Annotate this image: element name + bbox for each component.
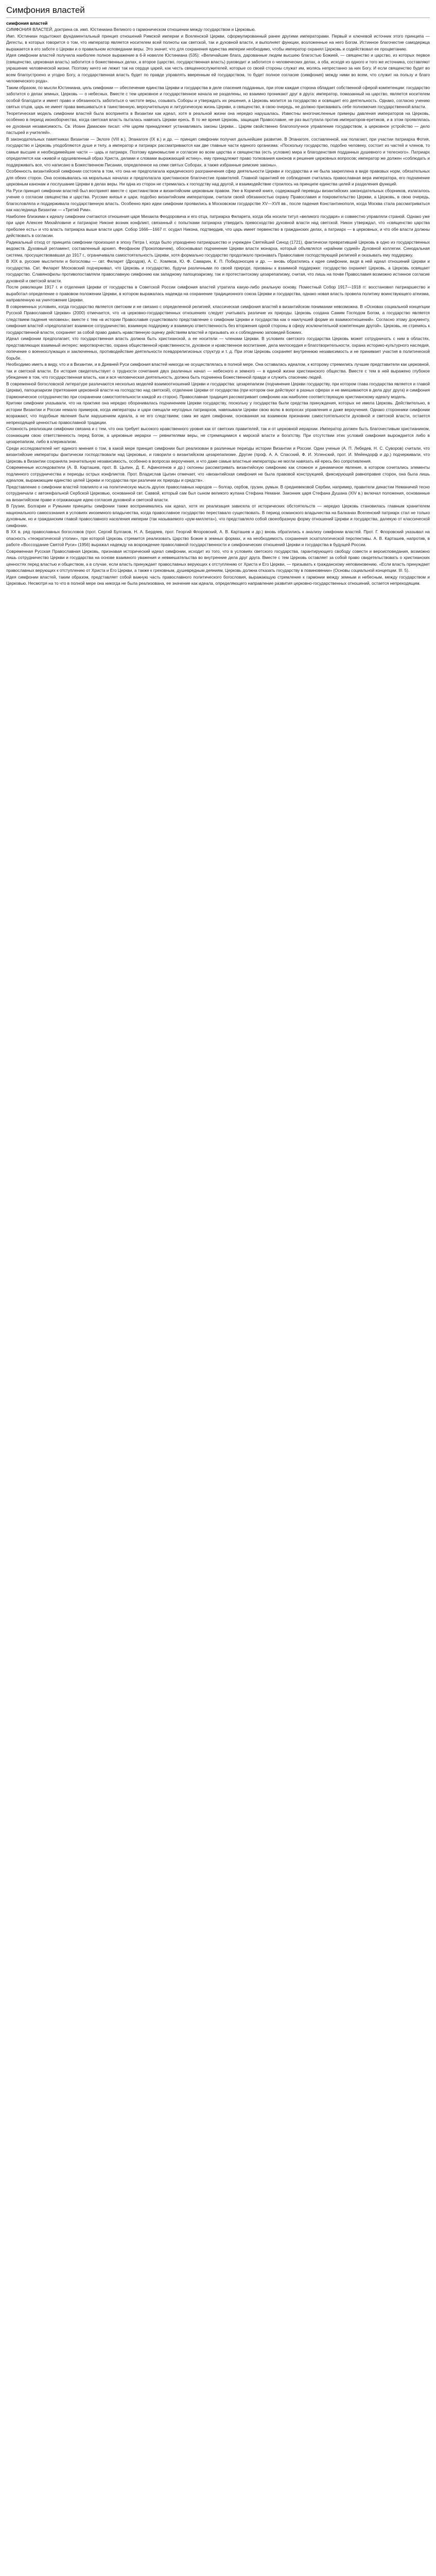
article-paragraph: После революции 1917 г. и отделения Церкви от государства в Советской России симфония властей утратила какую-либо реальную основу. Поместный Собор 1917—1918 гг. восстановил патриаршество и выработал определение о правовом положении Церкви, в котором выражалась надежда на сохранение традиционного союза Церкви и государства, однако новая власть провела политику воинствующего атеизма, направленную на уничтожение Церкви. [6, 285, 430, 302]
page-title: Симфония властей [6, 5, 430, 18]
article-paragraph: Сложность реализации симфонии связана и с тем, что она требует высокого нравственного уровня как от светских правителей, так и от церковной иерархии. Император должен быть благочестивым христианином, сознающим свою ответственность перед Богом, а церковные иерархи — ревнителями веры, не стремящимися к мирской власти и богатству. При отсутствии этих условий симфония вырождается либо в цезарепапизм, либо в клерикализм. [6, 427, 430, 444]
article-paragraph: В законодательных памятниках Византии — Эклоге (VIII в.), Эпанагоге (IX в.) и др. — принцип симфонии получил дальнейшее развитие. В Эпанагоге, составленной, как полагают, при участии патриарха Фотия, государство и Церковь уподобляются душе и телу, а император и патриарх рассматриваются как две главные части единого организма: «Поскольку государство, подобно человеку, состоит из частей и членов, то самые высшие и необходимейшие части — царь и патриарх. Поэтому единомыслие и согласие во всем царства и священства (есть условие) мира и благоденствия подданных душевного и телесного». Патриарх определяется как «живой и одушевленный образ Христа, делами и словами выражающий истину», ему принадлежит право толкования канонов и решение церковных вопросов; император же должен «соблюдать и поддерживать все, что написано в Божественном Писании, определенное на семи святых Соборах, а также избранные римские законы». [6, 137, 430, 167]
article-paragraph: Теоретическая модель симфонии властей была воспринята в Византии как идеал, хотя в реальной жизни она нередко нарушалась. Известны многочисленные примеры давления императоров на Церковь, особенно в период иконоборчества, когда светская власть пыталась навязать Церкви ересь. В то же время Церковь, защищая Православие, не раз выступала против императоров-еретиков, и в этом проявлялась ее духовная независимость. Св. Иоанн Дамаскин писал: «Не царям принадлежит устанавливать законы Церкви... Царям свойственно благополучное управление государством, а церковное устройство — дело пастырей и учителей». [6, 111, 430, 135]
article-paragraph: Критики симфонии указывали, что на практике она нередко оборачивалась подчинением Церкви государству, поскольку у государства были средства принуждения, которых не имела Церковь. Действительно, в истории Византии и России немало примеров, когда императоры и цари смещали неугодных патриархов, навязывали Церкви свою волю в вопросах управления и даже вероучения. Однако сторонники симфонии возражают, что подобные явления были нарушением идеала, а не его следствием; сама же идея симфонии, основанная на взаимном признании самостоятельности духовной и светской власти, остается непреходящей ценностью православной традиции. [6, 401, 430, 425]
article-paragraph: В Грузии, Болгарии и Румынии принципы симфонии также воспринимались как идеал, хотя их реализация зависела от исторических обстоятельств — нередко Церковь становилась главным хранителем национального самосознания в условиях иноземного владычества, когда православное государство переставало существовать. В период османского владычества на Балканах Вселенский патриарх стал не только духовным, но и гражданским главой православного населения империи (так называемого «рум-миллета»), что представляло собой своеобразную форму отношений Церкви и государства, далекую от классической симфонии. [6, 504, 430, 528]
article-paragraph: Особенность византийской симфонии состояла в том, что она не предполагала юридического разграничения сфер деятельности Церкви и государства и не была закреплена в виде правовых норм, обязательных для обеих сторон. Она основывалась на моральных началах и предполагала христианское благочестие правителей. Главной гарантией ее соблюдения считалась православная вера императора, его подчинение церковным канонам и послушание Церкви в делах веры. Ни одна из сторон не стремилась к господству над другой, и взаимодействие строилось на принципе единства целей и разделения функций. [6, 169, 430, 187]
article-paragraph: Таким образом, по мысли Юстиниана, цель симфонии — обеспечение единства Церкви и государства в деле спасения подданных, при этом каждая сторона обладает собственной сферой компетенции: государство заботится о делах земных, Церковь — о небесных. Вместе с тем церковное и государственное начала не разделены, но взаимно проникают друг в друга: император, помазанный на царство, является носителем особой благодати и имеет право и обязанность заботиться о чистоте веры, созывать Соборы и утверждать их решения, а Церковь молится за государство и освящает его деятельность. Однако, согласно учению святых отцов, царь не имеет права вмешиваться в таинственную, вероучительную и литургическую жизнь Церкви, а священство, в свою очередь, не должно присваивать себе полномочия государственной власти. [6, 85, 430, 109]
article-subtitle: симфония властей [6, 21, 48, 26]
article-paragraph: Идея симфонии властей, таким образом, представляет собой важную часть православного политического богословия, выражающую стремление к гармонии между земным и небесным, между государством и Церковью. Несмотря на то что в полной мере она никогда не была реализована, ее значение как идеала, определяющего направление развития церковно-государственных отношений, остается непреходящим. [6, 574, 430, 586]
article-paragraph: Необходимо иметь в виду, что и в Византии, и в Древней Руси симфония властей никогда не осуществлялась в полной мере. Она оставалась идеалом, к которому стремились лучшие представители как церковной, так и светской власти. Ее история свидетельствует о трудности сочетания двух различных начал — небесного и земного — в единой жизни христианского общества. Вместе с тем в ней выражено глубокое убеждение в том, что государственная власть, как и вся человеческая деятельность, должна быть подчинена Божественной правде и служить спасению людей. [6, 362, 430, 380]
article-paragraph: В XIX в. русские мыслители и богословы — свт. Филарет (Дроздов), А. С. Хомяков, Ю. Ф. Самарин, К. П. Победоносцев и др. — вновь обратились к идее симфонии, видя в ней идеал отношений Церкви и государства. Свт. Филарет Московский подчеркивал, что Церковь и государство, будучи различными по своей природе, призваны к взаимной поддержке: государство охраняет Церковь, а Церковь освящает государство. Славянофилы противопоставляли православную симфонию как западному папоцезаризму, так и протестантскому цезарепапизму, считая, что лишь на почве Православия возможно истинное согласие духовной и светской власти. [6, 259, 430, 283]
article-paragraph: В XX в. ряд православных богословов (прот. Сергий Булгаков, Н. А. Бердяев, прот. Георгий Флоровский, А. В. Карташев и др.) вновь обратились к анализу симфонии властей. Прот. Г. Флоровский указывал на опасность «теократической утопии», при которой Церковь стремится реализовать Царство Божие в земных формах, и на необходимость сохранения эсхатологической перспективы. А. В. Карташев, напротив, в работе «Воссоздание Святой Руси» (1956) выражал надежду на возрождение православной государственности и симфонических отношений Церкви и государства в будущей России. [6, 530, 430, 547]
article-paragraph: СИМФОНИЯ ВЛАСТЕЙ, доктрина св. имп. Юстиниана Великого о гармоническом отношении между государством и Церковью. [6, 27, 256, 32]
article-paragraph: Радикальный отход от принципа симфонии произошел в эпоху Петра I, когда было упразднено патриаршество и учрежден Святейший Синод (1721), фактически превративший Церковь в одно из государственных ведомств. Духовный регламент, составленный архиеп. Феофаном (Прокоповичем), обосновывал подчинение Церкви власти монарха, который объявлялся «крайним судией» Духовной коллегии. Синодальная система, просуществовавшая до 1917 г., ограничивала самостоятельность Церкви, хотя формально государство продолжало признавать Православие господствующей религией и оказывать ему поддержку. [6, 240, 430, 258]
article-paragraph: В современной богословской литературе различаются несколько моделей взаимоотношений Церкви и государства: цезарепапизм (подчинение Церкви государству, при котором глава государства является и главой Церкви), папоцезаризм (притязания церковной власти на господство над светской), отделение Церкви от государства (при котором они действуют в разных сферах и не вмешиваются в дела друг друга) и симфония (гармоническое сотрудничество при сохранении самостоятельности каждой из сторон). Православная традиция рассматривает симфонию как наиболее соответствующую христианскому идеалу модель. [6, 381, 430, 399]
article-paragraph: Современные исследователи (А. В. Карташев, прот. В. Цыпин, Д. Е. Афиногенов и др.) склонны рассматривать византийскую симфонию как сложное и динамичное явление, в котором сочетались элементы подлинного сотрудничества и периоды острых конфликтов. Прот. Владислав Цыпин отмечает, что «византийская симфония не была правовой конструкцией, фиксирующей равноправие сторон, она была лишь идеалом, выражающим единство целей Церкви и государства при различии их природы и средств». [6, 465, 430, 483]
article-paragraph: Представление о симфонии властей повлияло и на политическую мысль других православных народов — болгар, сербов, грузин, румын. В средневековой Сербии, например, правители династии Неманичей тесно сотрудничали с автокефальной Сербской Церковью, основанной свт. Саввой, который сам был сыном великого жупана Стефана Немани. Законник царя Стефана Душана (XIV в.) включал положения, основанные на византийском праве и отражающие идею согласия духовной и светской власти. [6, 484, 430, 502]
article-paragraph: Среди исследователей нет единого мнения о том, в какой мере принцип симфонии был реализован в различные периоды истории Византии и России. Одни ученые (А. П. Лебедев, Н. С. Суворов) считали, что византийские императоры фактически господствовали над Церковью, и говорили о византийском цезарепапизме. Другие (проф. А. А. Спасский, Ф. И. Успенский, прот. И. Мейендорф и др.) подчеркивали, что Церковь в Византии сохраняла значительную независимость, особенно в вопросах вероучения, и что даже самые властные императоры не могли навязать ей ересь без сопротивления. [6, 446, 430, 464]
article-paragraph: На Руси принцип симфонии властей был воспринят вместе с христианством и византийским церковным правом. Уже в Кормчей книге, содержащей переводы византийских законодательных сборников, излагалось учение о согласии священства и царства. Русские князья и цари, подобно византийским императорам, считали своей обязанностью охрану Православия и покровительство Церкви, а Церковь, в свою очередь, благословляла и поддерживала государственную власть. Особенно ярко идеи симфонии проявились в Московском государстве XV—XVII вв., после падения Константинополя, когда Москва стала рассматриваться как наследница Византии — «Третий Рим». [6, 188, 430, 212]
article-paragraph: Идея симфонии властей получила наиболее полное выражение в 6-й новелле Юстиниана (535): «Величайшие блага, дарованные людям высшею благостью Божией, — священство и царство, из которых первое (священство, церковная власть) заботится о божественных делах, а второе (царство, государственная власть) руководит и заботится о человеческих делах, а оба, исходя из одного и того же источника, составляют украшение человеческой жизни. Поэтому ничто не лежит так на сердце царей, как честь священнослужителей, которые со своей стороны служат им, молясь непрестанно за них Богу. И если священство будет во всем благоустроено и угодно Богу, а государственная власть будет по правде управлять вверенным ей государством, то будет полное согласие (симфония) между ними во всем, что служит на пользу и благо человеческого рода». [6, 53, 430, 83]
article-paragraph: Имп. Юстиниан подытожил фундаментальный принцип отношений Римской империи и Вселенской Церкви, сформулированный ранее другими императорами. Первый и ключевой источник этого принципа — Дигесты, в которых говорится о том, что император является носителем всей полноты как светской, так и духовной власти, и выполняет функции, возложенные на него Богом. Истинное благочестие самодержца выражается в его заботе о Церкви и о правильном исповедании веры. Это значит, что для сохранения единства империи необходимо, чтобы император охранял Церковь и содействовал ее процветанию. [6, 33, 430, 52]
article-body [6, 27, 430, 587]
article-paragraph: Наиболее близкими к идеалу симфонии считаются отношения царя Михаила Феодоровича и его отца, патриарха Филарета, когда оба носили титул «великого государя» и совместно управляли страной. Однако уже при царе Алексее Михайловиче и патриархе Никоне возник конфликт, связанный с попытками патриарха утвердить превосходство духовной власти над светской. Никон утверждал, что «священство царства преболее есть» и что власть патриарха выше власти царя. Собор 1666—1667 гг. осудил Никона, подтвердив, что царь имеет первенство в гражданских делах, а патриарх — в церковных, и что обе власти должны действовать в согласии. [6, 214, 430, 238]
article-paragraph: В современных условиях, когда государство является светским и не связано с определенной религией, классическая симфония властей в византийском понимании невозможна. В «Основах социальной концепции Русской Православной Церкви» (2000) отмечается, что «в церковно-государственных отношениях следует учитывать различие их природы. Церковь создана Самим Господом Богом, а государство является следствием падения человека»; вместе с тем «в истории Православия существовало представление о симфонии Церкви и государства как о наилучшей форме их взаимоотношений». Согласно этому документу, симфония властей «предполагает взаимное сотрудничество, взаимную поддержку и взаимную ответственность без вторжения одной стороны в сферу исключительной компетенции другой». Церковь, не стремясь к государственной власти, сохраняет за собой право давать нравственную оценку действиям властей и призывать их к соблюдению заповедей Божиих. [6, 304, 430, 335]
article-paragraph: Идеал симфонии предполагает, что государственная власть должна быть христианской, а ее носители — членами Церкви. В условиях светского государства Церковь может сотрудничать с ним в областях, представляющих взаимный интерес: миротворчество, охрана общественной нравственности, духовное и нравственное воспитание, дела милосердия и благотворительности, охрана историко-культурного наследия, попечение о военнослужащих и заключенных, противодействие деятельности псевдорелигиозных структур и т. д. При этом Церковь сохраняет внутреннюю независимость и не принимает участия в политической борьбе. [6, 336, 430, 361]
article-paragraph: Современная Русская Православная Церковь, признавая исторический идеал симфонии, исходит из того, что в условиях светского государства, гарантирующего свободу совести и вероисповедания, возможно лишь сотрудничество Церкви и государства на основе взаимного уважения и невмешательства во внутренние дела друг друга. Вместе с тем Церковь оставляет за собой право свидетельствовать о христианских ценностях перед властью и обществом, а в случае, если власть принуждает православных верующих к отступлению от Христа и Его Церкви, — призывать к гражданскому неповиновению. «Если власть принуждает православных верующих к отступлению от Христа и Его Церкви, а также к греховным, душевредным деяниям, Церковь должна отказать государству в повиновении» (Основы социальной концепции. III. 5). [6, 549, 430, 573]
